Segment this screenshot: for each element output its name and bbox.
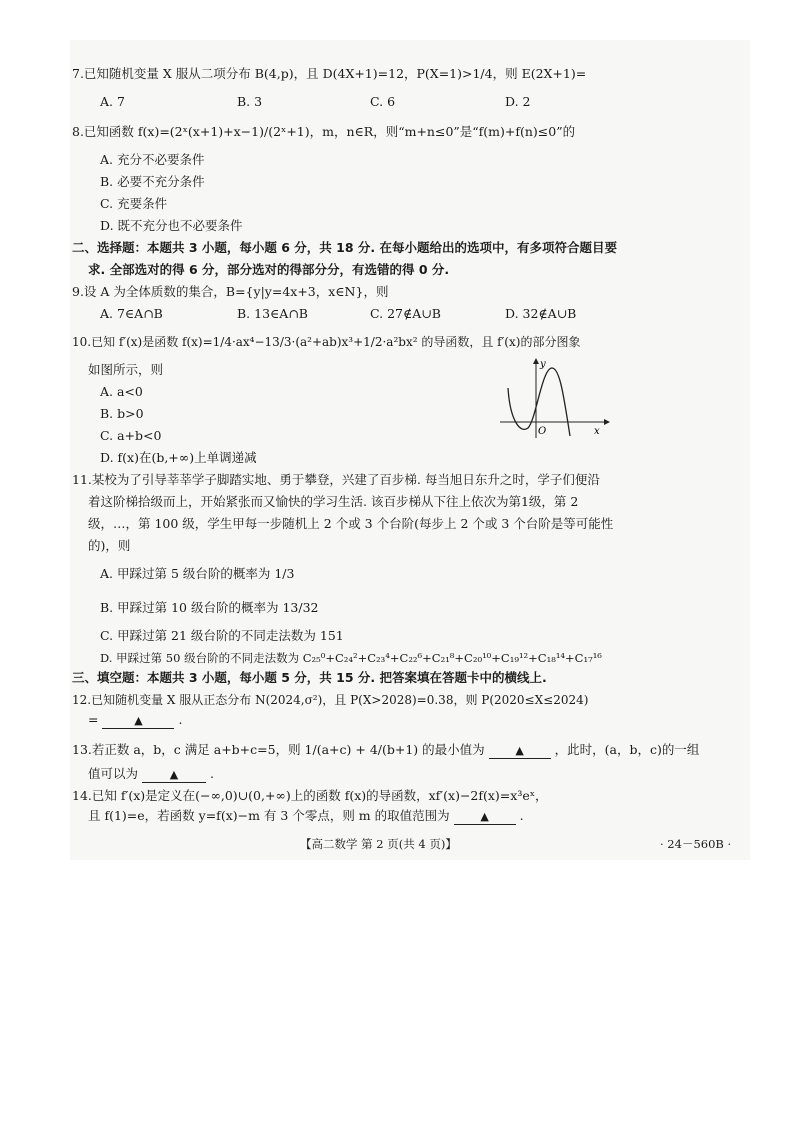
q7-stem: 7.已知随机变量 X 服从二项分布 B(4,p)，且 D(4X+1)=12，P(X=1)>1/4，则 E(2X+1)= xyxy=(72,66,587,81)
y-axis-label: y xyxy=(540,359,546,370)
q11-option-a: A. 甲踩过第 5 级台阶的概率为 1/3 xyxy=(100,566,295,581)
x-axis-label: x xyxy=(594,426,600,437)
q12-equals: = xyxy=(88,712,99,727)
exam-code: · 24－560B · xyxy=(660,837,732,851)
q10-stem: 10.已知 f′(x)是函数 f(x)=1/4·ax⁴−13/3·(a²+ab)x³+1/2·a²bx² 的导函数，且 f′(x)的部分图象 xyxy=(72,335,581,349)
q11-option-b: B. 甲踩过第 10 级台阶的概率为 13/32 xyxy=(100,600,319,615)
q8-option-b: B. 必要不充分条件 xyxy=(100,174,205,189)
section2-heading: 二、选择题：本题共 3 小题，每小题 6 分，共 18 分. 在每小题给出的选项中，有多项符合题目要 xyxy=(72,240,618,255)
q14-answer-blank[interactable]: ▲ xyxy=(454,810,516,825)
q13-stem-text-2: ，此时，(a，b，c)的一组 xyxy=(554,742,700,757)
origin-label: O xyxy=(538,426,547,437)
q9-option-c: C. 27∉A∪B xyxy=(370,306,441,321)
q8-stem: 8.已知函数 f(x)=(2ˣ(x+1)+x−1)/(2ˣ+1)，m，n∈R，则“m+n≤0”是“f(m)+f(n)≤0”的 xyxy=(72,124,576,139)
q9-option-a: A. 7∈A∩B xyxy=(100,306,163,321)
q14-stem-text: 且 f(1)=e，若函数 y=f(x)−m 有 3 个零点，则 m 的取值范围为 xyxy=(88,808,450,823)
q13-period: . xyxy=(209,766,214,781)
q12-answer-line xyxy=(88,712,182,729)
q7-option-d: D. 2 xyxy=(505,94,531,109)
x-axis-arrow xyxy=(604,419,610,425)
q12-stem: 12.已知随机变量 X 服从正态分布 N(2024,σ²)，且 P(X>2028)=0.38，则 P(2020≤X≤2024) xyxy=(72,693,589,707)
q11-option-c: C. 甲踩过第 21 级台阶的不同走法数为 151 xyxy=(100,628,344,643)
q10-option-b: B. b>0 xyxy=(100,406,144,421)
q11-stem-line4: 的)，则 xyxy=(88,538,131,553)
q11-stem-line1: 11.某校为了引导莘莘学子脚踏实地、勇于攀登，兴建了百步梯. 每当旭日东升之时，学子们便沿 xyxy=(72,472,600,487)
q13-stem xyxy=(72,742,699,759)
q11-option-d: D. 甲踩过第 50 级台阶的不同走法数为 C₂₅⁰+C₂₄²+C₂₃⁴+C₂₂⁶+C₂₁⁸+C₂₀¹⁰+C₁₉¹²+C₁₈¹⁴+C₁₇¹⁶ xyxy=(100,651,602,665)
q10-stem-continued: 如图所示，则 xyxy=(88,362,164,377)
q7-option-a: A. 7 xyxy=(100,94,125,109)
q14-stem: 14.已知 f′(x)是定义在(−∞,0)∪(0,+∞)上的函数 f(x)的导函数，xf′(x)−2f(x)=x³eˣ， xyxy=(72,788,548,803)
q9-option-b: B. 13∈A∩B xyxy=(237,306,308,321)
y-axis-arrow xyxy=(533,358,539,364)
q8-option-c: C. 充要条件 xyxy=(100,196,168,211)
q11-stem-line3: 级，…，第 100 级，学生甲每一步随机上 2 个或 3 个台阶(每步上 2 个或 3 个台阶是等可能性 xyxy=(88,516,614,531)
q13-answer-blank-2[interactable]: ▲ xyxy=(142,768,206,783)
q12-period: . xyxy=(178,712,183,727)
q8-option-d: D. 既不充分也不必要条件 xyxy=(100,218,243,233)
section3-heading: 三、填空题：本题共 3 小题，每小题 5 分，共 15 分. 把答案填在答题卡中的横线上. xyxy=(72,670,547,685)
q13-stem-text: 13.若正数 a，b，c 满足 a+b+c=5，则 1/(a+c) + 4/(b+1) 的最小值为 xyxy=(72,742,485,757)
section2-instructions: 求. 全部选对的得 6 分，部分选对的得部分分，有选错的得 0 分. xyxy=(88,262,450,277)
q10-option-d: D. f(x)在(b,+∞)上单调递减 xyxy=(100,450,257,465)
page-footer: 【高二数学 第 2 页(共 4 页)】 xyxy=(300,837,457,851)
q14-answer-line xyxy=(88,808,524,825)
q13-stem-text-3: 值可以为 xyxy=(88,766,139,781)
q7-option-b: B. 3 xyxy=(237,94,263,109)
q10-option-a: A. a<0 xyxy=(100,384,143,399)
q8-option-a: A. 充分不必要条件 xyxy=(100,152,205,167)
q9-option-d: D. 32∉A∪B xyxy=(505,306,577,321)
q13-answer-blank-1[interactable]: ▲ xyxy=(489,744,551,759)
q13-answer-line xyxy=(88,766,214,783)
q12-answer-blank[interactable]: ▲ xyxy=(102,714,174,729)
q7-option-c: C. 6 xyxy=(370,94,396,109)
q10-derivative-graph xyxy=(500,358,610,438)
q11-stem-line2: 着这阶梯拾级而上，开始紧张而又愉快的学习生活. 该百步梯从下往上依次为第1级，第 2 xyxy=(88,494,579,509)
q9-stem: 9.设 A 为全体质数的集合，B={y|y=4x+3，x∈N}，则 xyxy=(72,284,389,299)
q14-period: . xyxy=(519,808,524,823)
q10-option-c: C. a+b<0 xyxy=(100,428,162,443)
